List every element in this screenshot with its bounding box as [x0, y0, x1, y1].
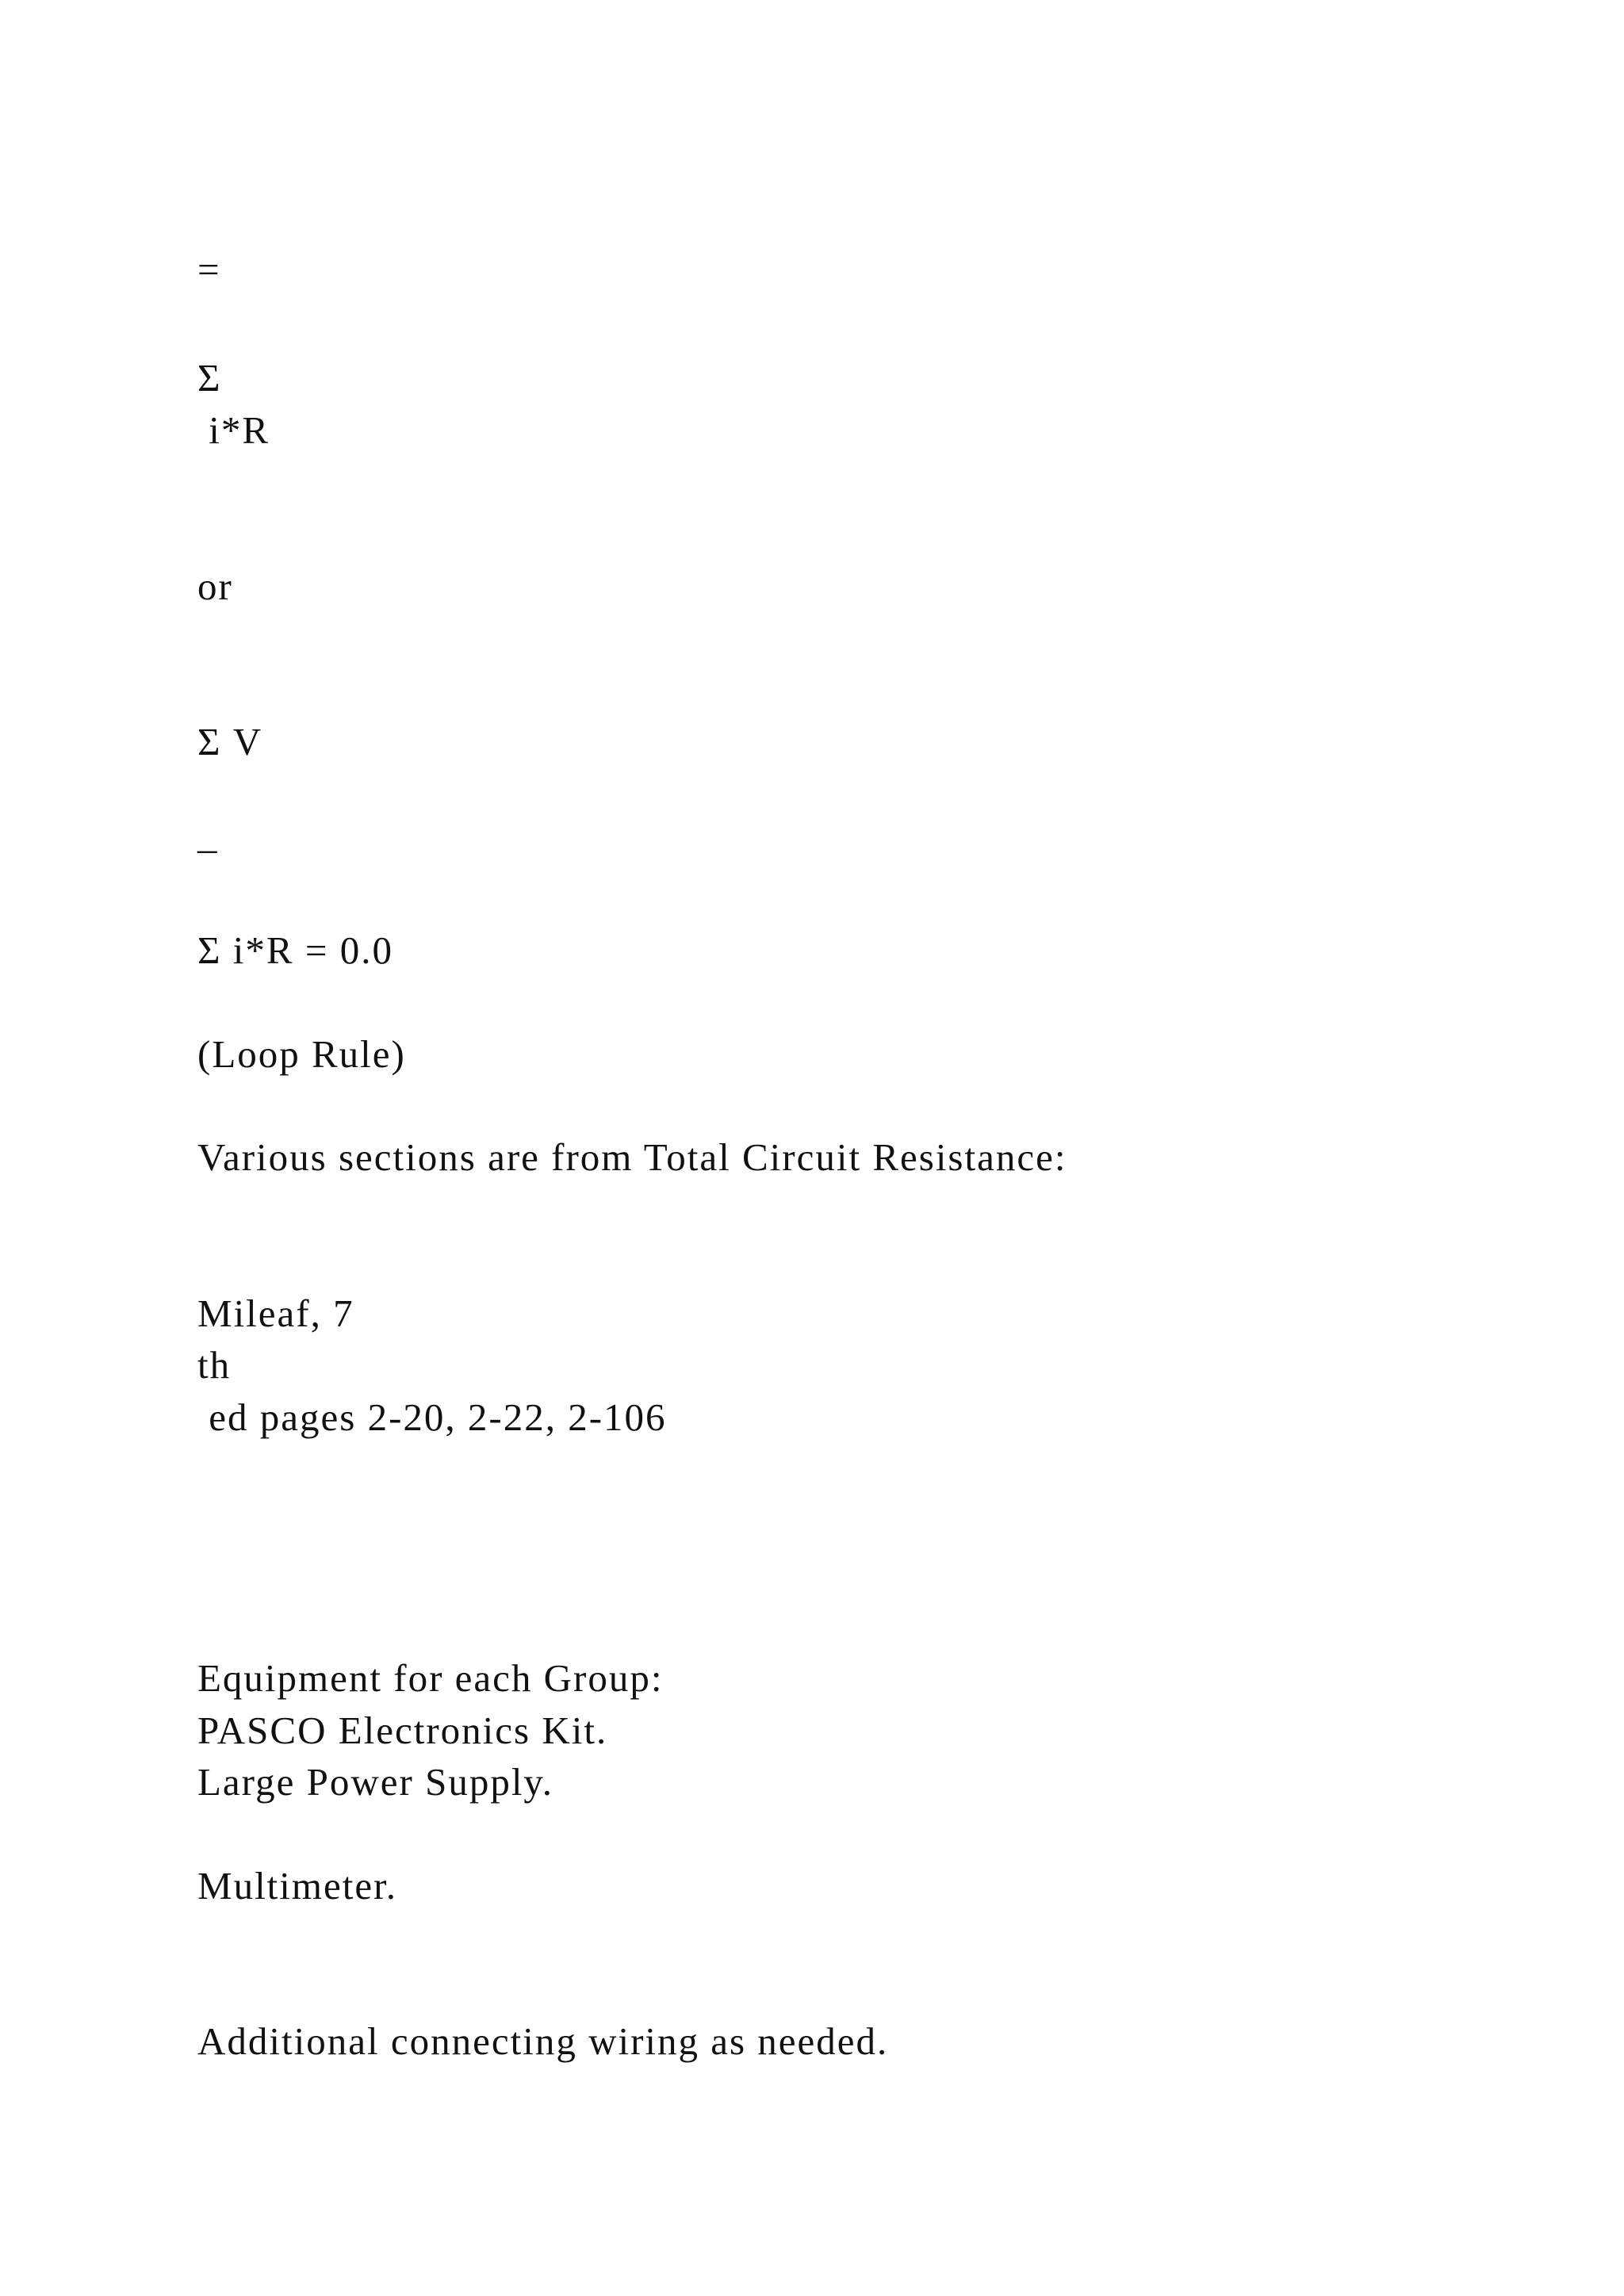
equipment-item-kit: PASCO Electronics Kit.	[197, 1709, 608, 1752]
loop-rule-label: (Loop Rule)	[197, 1032, 406, 1076]
equals-sign: =	[197, 247, 221, 291]
equipment-heading: Equipment for each Group:	[197, 1656, 664, 1700]
reference-edition-suffix: th	[197, 1343, 232, 1387]
sum-voltage-term: Σ V	[197, 720, 263, 763]
sigma-symbol: Σ	[197, 356, 222, 400]
source-statement: Various sections are from Total Circuit Resistance:	[197, 1135, 1067, 1179]
or-text: or	[197, 564, 233, 608]
equipment-item-wiring: Additional connecting wiring as needed.	[197, 2019, 889, 2063]
equipment-item-multimeter: Multimeter.	[197, 1864, 397, 1908]
loop-equation: Σ i*R = 0.0	[197, 928, 393, 972]
reference-pages: ed pages 2-20, 2-22, 2-106	[197, 1395, 667, 1439]
reference-author-edition: Mileaf, 7	[197, 1292, 354, 1335]
equipment-item-power-supply: Large Power Supply.	[197, 1760, 553, 1804]
minus-sign: –	[197, 826, 219, 870]
current-resistance-term: i*R	[197, 408, 270, 452]
